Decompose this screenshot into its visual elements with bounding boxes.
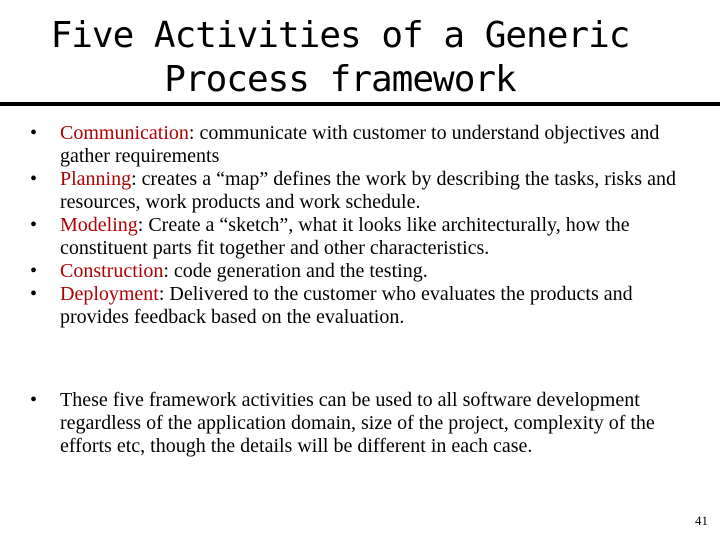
activity-item-deployment	[30, 283, 690, 329]
activity-item-planning	[30, 168, 690, 214]
bullet-icon: •	[30, 122, 38, 144]
activity-description: : communicate with customer to understand objectives and gather requirements	[60, 122, 660, 167]
summary-item	[30, 389, 690, 458]
activity-term: Construction	[60, 260, 164, 282]
slide-title-line-1: Five Activities of a Generic	[50, 15, 630, 56]
bullet-icon: •	[30, 214, 38, 236]
activity-term: Deployment	[60, 283, 159, 305]
activity-term: Communication	[60, 122, 189, 144]
activity-description: : Create a “sketch”, what it looks like architecturally, how the constituent parts fit together and other characteristics.	[60, 214, 630, 259]
activity-description: : code generation and the testing.	[163, 260, 428, 282]
bullet-icon: •	[30, 389, 38, 411]
activity-term: Planning	[60, 168, 132, 190]
slide-title-line-2: Process framework	[164, 59, 516, 100]
activity-item-construction	[30, 260, 690, 283]
activity-description: : creates a “map” defines the work by describing the tasks, risks and resources, work products and work schedule.	[60, 168, 676, 213]
page-number: 41	[695, 513, 708, 528]
summary-text: These five framework activities can be used to all software development regardless of the application domain, size of the project, complexity of the efforts etc, though the details will be different in each case.	[60, 389, 655, 457]
activity-description: : Delivered to the customer who evaluates the products and provides feedback based on the evaluation.	[60, 283, 633, 328]
activity-item-modeling	[30, 214, 690, 260]
bullet-icon: •	[30, 283, 38, 305]
slide-title	[0, 14, 680, 102]
bullet-icon: •	[30, 260, 38, 282]
summary-list	[30, 389, 690, 458]
activity-term: Modeling	[60, 214, 138, 236]
activity-item-communication	[30, 122, 690, 168]
title-divider	[0, 102, 720, 106]
activities-list	[30, 122, 690, 329]
bullet-icon: •	[30, 168, 38, 190]
